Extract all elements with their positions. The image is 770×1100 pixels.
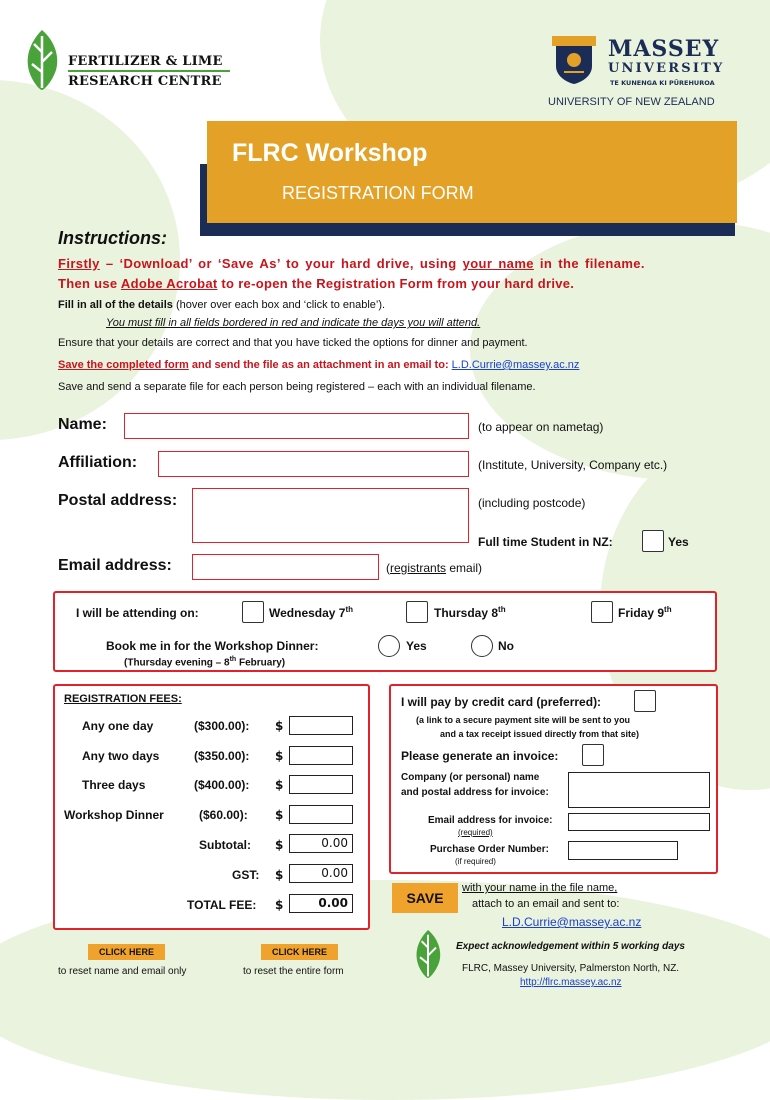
- email-hint-text: (: [386, 561, 390, 575]
- day-label-text: Friday 9: [618, 606, 665, 620]
- dinner-yes-label: Yes: [406, 639, 427, 653]
- banner: [207, 121, 737, 223]
- dinner-sub-text: February): [236, 657, 286, 669]
- ordinal-suffix: th: [498, 605, 506, 614]
- reset-name-email-button[interactable]: CLICK HERE: [88, 944, 165, 960]
- fee-three-days-input[interactable]: [289, 775, 353, 794]
- massey-university: UNIVERSITY: [608, 61, 725, 76]
- fee-row-label: Any one day: [82, 719, 154, 733]
- day-label-text: Wednesday 7: [269, 606, 346, 620]
- leaf-logo-icon: [22, 28, 62, 92]
- firstly-text: Firstly: [58, 256, 100, 271]
- credit-card-note: (a link to a secure payment site will be sent to you: [416, 715, 631, 725]
- logo-divider: [68, 70, 230, 72]
- credit-card-checkbox[interactable]: [634, 690, 656, 712]
- instructions-save: [58, 359, 579, 371]
- student-checkbox[interactable]: [642, 530, 664, 552]
- friday-label: [618, 605, 672, 620]
- fee-two-days-input[interactable]: [289, 746, 353, 765]
- flrc-logo-line2: RESEARCH CENTRE: [68, 74, 222, 89]
- banner-title: FLRC Workshop: [232, 139, 428, 167]
- footer-ack: Expect acknowledgement within 5 working days: [456, 941, 685, 952]
- thursday-label: [434, 605, 506, 620]
- email-hint: [386, 561, 482, 575]
- email-hint-text: email): [446, 561, 483, 575]
- wednesday-label: [269, 605, 353, 620]
- affiliation-label: Affiliation:: [58, 454, 138, 471]
- currency-sign: $: [275, 868, 284, 882]
- fill-rest-text: (hover over each box and ‘click to enable’).: [172, 299, 386, 311]
- dinner-no-radio[interactable]: [471, 635, 493, 657]
- your-name-text: your name: [462, 256, 534, 271]
- ordinal-suffix: th: [345, 605, 354, 614]
- postal-input[interactable]: [192, 488, 469, 543]
- save-instruction: attach to an email and sent to:: [472, 898, 620, 910]
- fee-one-day-input[interactable]: [289, 716, 353, 735]
- invoice-checkbox[interactable]: [582, 744, 604, 766]
- instructions-fill: [58, 299, 385, 311]
- invoice-email-required: (required): [458, 828, 493, 837]
- fee-row-label: Three days: [82, 778, 146, 792]
- instructions-email-link[interactable]: L.D.Currie@massey.ac.nz: [451, 359, 580, 371]
- fill-bold-text: Fill in all of the details: [58, 299, 173, 311]
- total-value: 0.00: [289, 894, 353, 913]
- credit-card-label: I will pay by credit card (preferred):: [401, 695, 602, 709]
- instructions-line1: [58, 256, 645, 271]
- fee-dinner-input[interactable]: [289, 805, 353, 824]
- currency-sign: $: [275, 898, 284, 912]
- affiliation-input[interactable]: [158, 451, 469, 477]
- save-instruction: with your name in the file name,: [462, 882, 618, 894]
- affiliation-hint: (Institute, University, Company etc.): [478, 458, 668, 472]
- instructions-text: Then use: [58, 276, 121, 291]
- invoice-email-label: Email address for invoice:: [428, 815, 553, 826]
- subtotal-label: Subtotal:: [199, 838, 251, 852]
- instructions-heading: Instructions:: [58, 228, 168, 248]
- name-label: Name:: [58, 416, 107, 433]
- invoice-email-input[interactable]: [568, 813, 710, 831]
- instructions-text: in the filename.: [533, 256, 645, 271]
- reset-name-email-caption: to reset name and email only: [58, 966, 187, 977]
- adobe-acrobat-text: Adobe Acrobat: [120, 276, 218, 291]
- instructions-separate: Save and send a separate file for each person being registered – each with an individual filename.: [58, 381, 536, 393]
- currency-sign: $: [275, 719, 284, 733]
- gst-value: 0.00: [289, 864, 353, 883]
- instructions-text: – ‘Download’ or ‘Save As’ to your hard drive, using: [99, 256, 463, 271]
- massey-logo: [546, 32, 736, 112]
- dinner-no-label: No: [498, 639, 514, 653]
- thursday-checkbox[interactable]: [406, 601, 428, 623]
- reset-form-button[interactable]: CLICK HERE: [261, 944, 338, 960]
- save-email-link[interactable]: L.D.Currie@massey.ac.nz: [502, 915, 642, 929]
- reset-form-caption: to reset the entire form: [243, 966, 344, 977]
- dinner-label: Book me in for the Workshop Dinner:: [106, 639, 319, 653]
- student-yes-label: Yes: [668, 535, 689, 549]
- student-label: Full time Student in NZ:: [478, 535, 613, 549]
- flrc-logo: [22, 28, 232, 92]
- credit-card-note: and a tax receipt issued directly from that site): [440, 729, 640, 739]
- massey-crest-icon: [550, 34, 598, 86]
- massey-nz: UNIVERSITY OF NEW ZEALAND: [548, 96, 715, 108]
- day-label-text: Thursday 8: [434, 606, 499, 620]
- currency-sign: $: [275, 778, 284, 792]
- invoice-label: Please generate an invoice:: [401, 749, 559, 763]
- dinner-sub: [124, 656, 285, 668]
- wednesday-checkbox[interactable]: [242, 601, 264, 623]
- company-label: Company (or personal) name: [401, 772, 540, 783]
- dinner-sub-text: (Thursday evening – 8: [124, 657, 230, 669]
- massey-maori: TE KUNENGA KI PŪREHUROA: [610, 79, 715, 87]
- invoice-company-input[interactable]: [568, 772, 710, 808]
- email-input[interactable]: [192, 554, 379, 580]
- fees-heading: REGISTRATION FEES:: [64, 693, 182, 705]
- fee-row-price: ($400.00):: [194, 778, 250, 792]
- name-input[interactable]: [124, 413, 469, 439]
- subtotal-value: 0.00: [289, 834, 353, 853]
- fee-row-price: ($300.00):: [194, 719, 250, 733]
- friday-checkbox[interactable]: [591, 601, 613, 623]
- fee-row-label: Any two days: [82, 749, 160, 763]
- instructions-line2: [58, 276, 574, 291]
- po-input[interactable]: [568, 841, 678, 860]
- email-label: Email address:: [58, 557, 172, 574]
- save-rest-text: and send the file as an attachment in an email to:: [188, 359, 452, 371]
- fee-row-label: Workshop Dinner: [64, 808, 164, 822]
- instructions-ensure: Ensure that your details are correct and that you have ticked the options for dinner and payment.: [58, 337, 528, 349]
- dinner-yes-radio[interactable]: [378, 635, 400, 657]
- save-button[interactable]: SAVE: [392, 883, 458, 913]
- ordinal-suffix: th: [664, 605, 672, 614]
- currency-sign: $: [275, 808, 284, 822]
- fee-row-price: ($60.00):: [199, 808, 248, 822]
- banner-subtitle: REGISTRATION FORM: [282, 183, 474, 203]
- fee-row-price: ($350.00):: [194, 749, 250, 763]
- currency-sign: $: [275, 749, 284, 763]
- ordinal-suffix: th: [229, 656, 237, 663]
- registrants-text: registrants: [390, 561, 447, 575]
- company-label: and postal address for invoice:: [401, 787, 549, 798]
- instructions-text: to re-open the Registration Form from your hard drive.: [217, 276, 575, 291]
- po-label: Purchase Order Number:: [430, 844, 549, 855]
- massey-name: MASSEY: [608, 36, 720, 62]
- save-completed-text: Save the completed form: [58, 359, 189, 371]
- leaf-icon: [412, 924, 444, 984]
- flrc-logo-line1: FERTILIZER & LIME: [68, 54, 223, 69]
- postal-label: Postal address:: [58, 492, 178, 509]
- currency-sign: $: [275, 838, 284, 852]
- postal-hint: (including postcode): [478, 496, 586, 510]
- gst-label: GST:: [232, 868, 260, 882]
- instructions-must-fill: You must fill in all fields bordered in red and indicate the days you will attend.: [106, 317, 481, 329]
- footer-address: FLRC, Massey University, Palmerston North, NZ.: [462, 963, 680, 974]
- po-required: (if required): [455, 857, 496, 866]
- total-label: TOTAL FEE:: [187, 898, 257, 912]
- attendance-label: I will be attending on:: [76, 606, 199, 620]
- name-hint: (to appear on nametag): [478, 420, 604, 434]
- footer-url[interactable]: http://flrc.massey.ac.nz: [520, 977, 622, 988]
